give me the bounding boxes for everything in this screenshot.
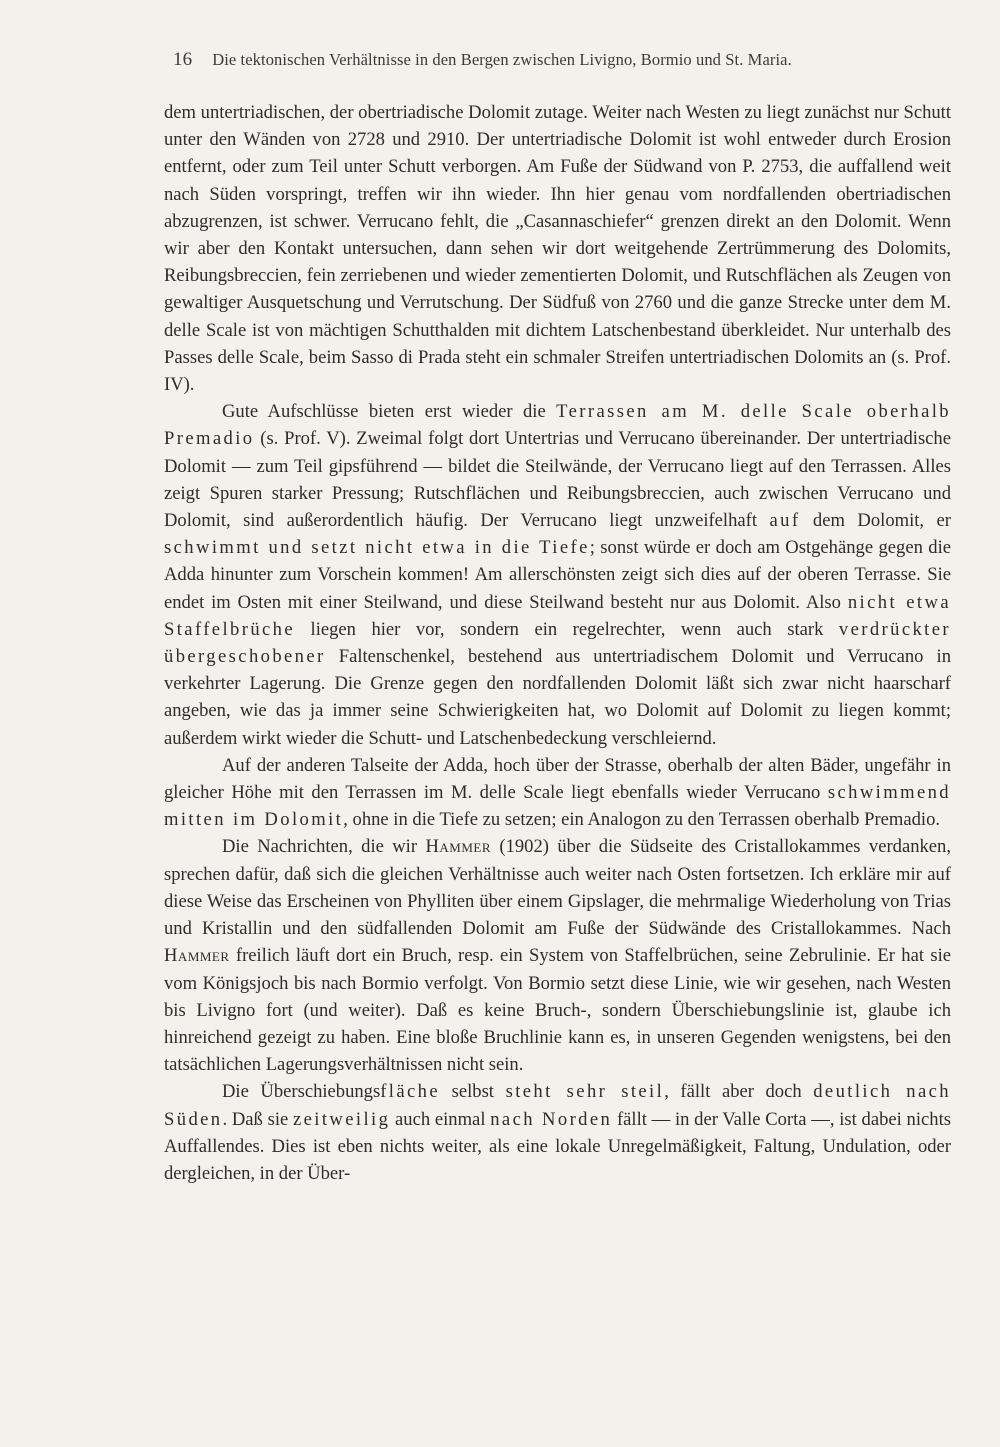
- paragraph-text: auch einmal: [390, 1108, 491, 1130]
- spaced-emphasis: zeitweilig: [292, 1108, 391, 1130]
- spaced-emphasis: schwimmt und setzt nicht etwa in die Tiefe: [164, 537, 590, 559]
- paragraph-text: (s. Prof. V). Zweimal folgt dort Untertrias und Verrucano übereinander. Der untertriadische Dolomit — zum Teil gipsführend — bildet die Steilwände, der Verrucano liegt auf den Terrassen. Alles zeigt Spuren starker Pressung; Rutschflächen und Reibungsbreccien, auch zwischen Verrucano und Dolomit, sind außerordentlich häufig. Der Verrucano liegt unzweifelhaft: [164, 428, 951, 532]
- paragraph-text: freilich läuft dort ein Bruch, resp. ein System von Staffelbrüchen, seine Zebrulinie. Er hat sie vom Königsjoch bis nach Bormio verfolgt. Von Bormio setzt diese Linie, wie wir gesehen, nach Westen bis Livigno fort (und weiter). Daß es keine Bruch-, sondern Überschiebungslinie ist, glaube ich hinreichend gezeigt zu haben. Eine bloße Bruchlinie kann es, in unseren Gegenden wenigstens, bei den tatsächlichen Lagerungsverhältnissen nicht sein.: [164, 945, 951, 1076]
- page-number: 16: [173, 49, 193, 70]
- body-text: [164, 99, 951, 1187]
- paragraph-text: . Daß sie: [222, 1108, 293, 1130]
- paragraph-text: dem Dolomit, er: [800, 510, 951, 532]
- paragraph-text: Auf der anderen Talseite der Adda, hoch über der Strasse, oberhalb der alten Bäder, ungefähr in gleicher Höhe mit den Terrassen im M. delle Scale liegt ebenfalls wieder Verrucano: [164, 754, 951, 804]
- spaced-emphasis: deutlich nach Süden: [164, 1081, 952, 1130]
- paragraph-text: Die Überschiebungs: [222, 1081, 381, 1103]
- spaced-emphasis: verdrückter übergeschobener: [164, 618, 951, 668]
- paragraph-4: [164, 833, 951, 1078]
- spaced-emphasis: nach Norden: [490, 1108, 613, 1130]
- paragraph-text: , ohne in die Tiefe zu setzen; ein Analogon zu den Terrassen oberhalb Premadio.: [343, 809, 941, 831]
- paragraph-text: dem untertriadischen, der obertriadische Dolomit zutage. Weiter nach Westen zu liegt zunächst nur Schutt unter den Wänden von 2728 und 2910. Der untertriadische Dolomit ist wohl entweder durch Erosion entfernt, oder zum Teil unter Schutt verborgen. Am Fuße der Südwand von P. 2753, die auffallend weit nach Süden vorspringt, treffen wir ihn wieder. Ihn hier genau vom nordfallenden obertriadischen abzugrenzen, ist schwer. Verrucano fehlt, die „Casannaschiefer“ grenzen direkt an den Dolomit. Wenn wir aber den Kontakt untersuchen, dann sehen wir dort weitgehende Zertrümmerung des Dolomits, Reibungsbreccien, fein zerriebenen und wieder zementierten Dolomit, und Rutschflächen als Zeugen von gewaltiger Ausquetschung und Verrutschung. Der Südfuß von 2760 und die ganze Strecke unter dem M. delle Scale ist von mächtigen Schutthalden mit dichtem Latschenbestand überkleidet. Nur unterhalb des Passes delle Scale, beim Sasso di Prada steht ein schmaler Streifen untertriadischen Dolomits an (s. Prof. IV).: [164, 102, 951, 396]
- paragraph-text: Faltenschenkel, bestehend aus untertriadischem Dolomit und Verrucano in verkehrter Lagerung. Die Grenze gegen den nordfallenden Dolomit läßt sich zwar nicht haarscharf angeben, wie das ja immer seine Schwierigkeiten hat, wo Dolomit auf Dolomit zu liegen kommt; außerdem wirkt wieder die Schutt- und Latschenbedeckung verschleiernd.: [164, 646, 951, 749]
- paragraph-text: (1902) über die Südseite des Cristallokammes verdanken, sprechen dafür, daß sich die gleichen Verhältnisse auch weiter nach Osten fortsetzen. Ich erkläre mir auf diese Weise das Erscheinen von Phylliten über einem Gipslager, die mehrmalige Wiederholung von Trias und Kristallin und den südfallenden Dolomit am Fuße der Südwände des Cristallokammes. Nach: [164, 836, 951, 940]
- author-name: Hammer: [425, 836, 491, 858]
- spaced-emphasis: steht sehr steil: [505, 1081, 665, 1103]
- paragraph-text: , fällt aber doch: [664, 1081, 814, 1103]
- paragraph-text: Gute Aufschlüsse bieten erst wieder die: [222, 401, 557, 423]
- spaced-emphasis: fläche: [380, 1081, 441, 1103]
- spaced-emphasis: auf: [769, 510, 801, 532]
- paragraph-2: [164, 398, 951, 752]
- paragraph-text: ; sonst würde er doch am Ostgehänge gegen die Adda hinunter zum Vorschein kommen! Am allerschönsten zeigt sich dies auf der oberen Terrasse. Sie endet im Osten mit einer Steilwand, und diese Steilwand besteht nur aus Dolomit. Also: [164, 537, 951, 613]
- spaced-emphasis: schwimmend mitten im Dolomit: [164, 782, 951, 831]
- paragraph-text: Die Nachrichten, die wir: [222, 836, 426, 858]
- paragraph-text: liegen hier vor, sondern ein regelrechter, wenn auch stark: [295, 618, 839, 640]
- running-title: Die tektonischen Verhältnisse in den Bergen zwischen Livigno, Bormio und St. Maria.: [212, 50, 792, 69]
- paragraph-5: [164, 1078, 951, 1187]
- spaced-emphasis: nicht etwa Staffelbrüche: [164, 591, 951, 640]
- paragraph-3: [164, 752, 951, 834]
- author-name: Hammer: [164, 945, 230, 967]
- paragraph-1: [164, 99, 951, 398]
- running-header: [173, 49, 895, 71]
- paragraph-text: fällt — in der Valle Corta —, ist dabei nichts Auffallendes. Dies ist eben nichts weiter, als eine lokale Unregelmäßigkeit, Faltung, Undulation, oder dergleichen, in der Über-: [164, 1108, 951, 1184]
- spaced-emphasis: Terrassen am M. delle Scale oberhalb Premadio: [164, 401, 952, 450]
- paragraph-text: selbst: [440, 1081, 506, 1103]
